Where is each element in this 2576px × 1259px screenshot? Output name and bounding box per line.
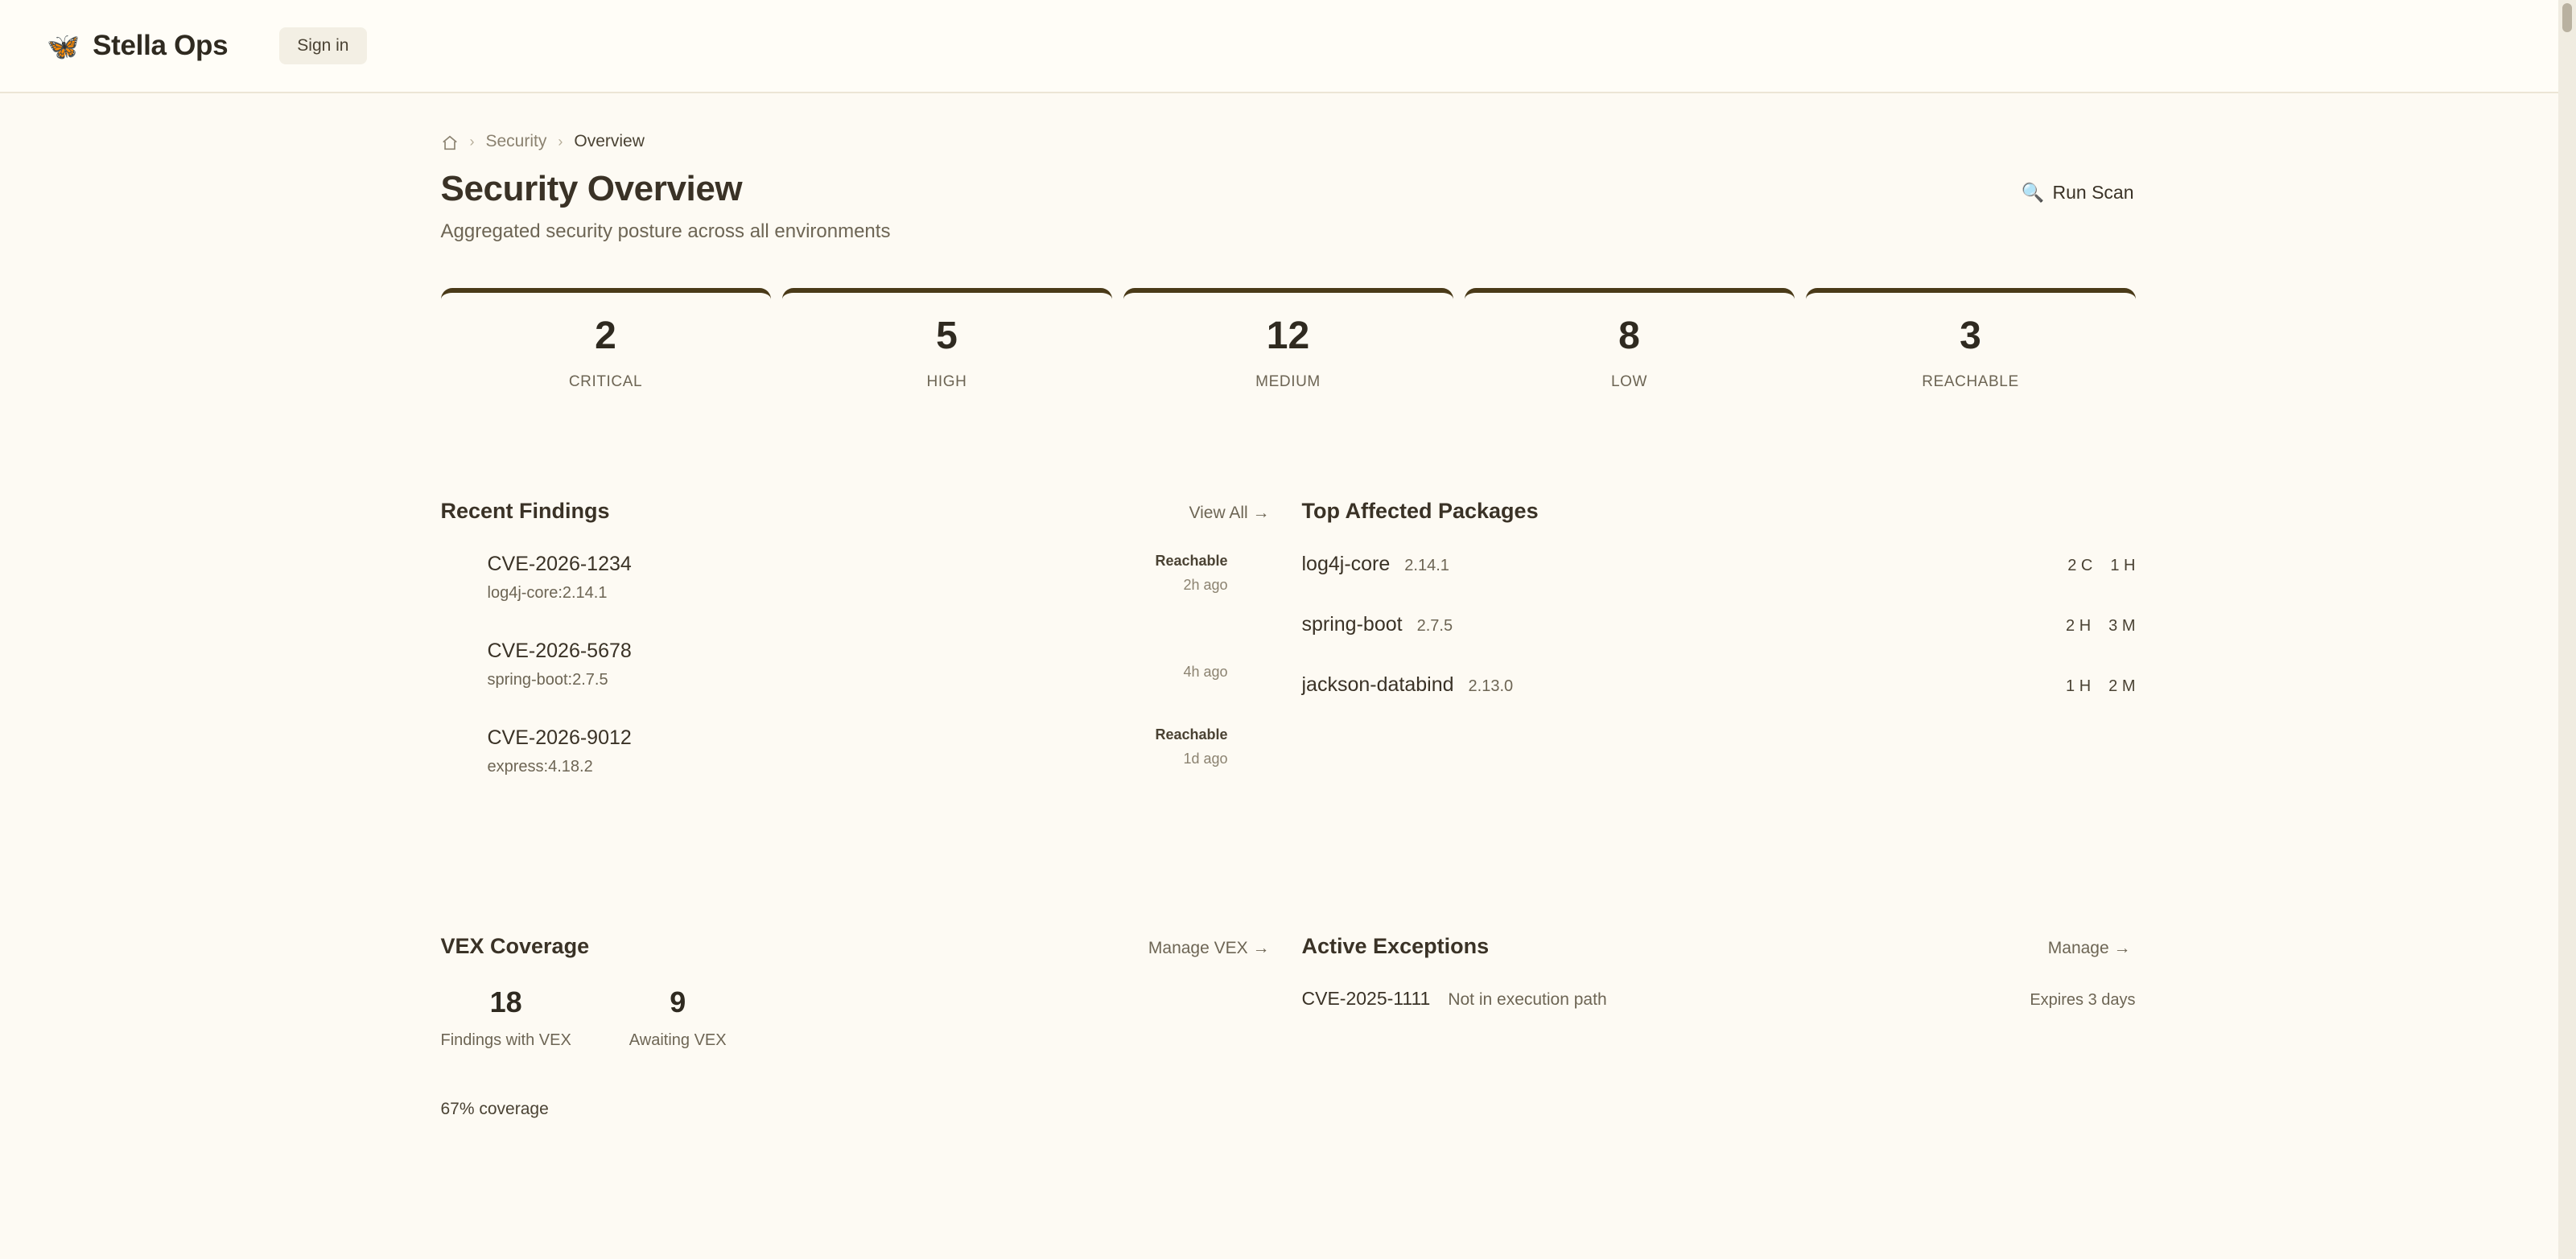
active-exceptions-panel <box>1302 934 2136 1119</box>
breadcrumb-item-overview: Overview <box>574 132 645 150</box>
vex-stats <box>440 985 1275 1050</box>
top-navigation-bar <box>0 0 2576 93</box>
stat-label: HIGH <box>926 373 967 390</box>
reachable-badge: Reachable <box>1155 553 1228 569</box>
vex-caption: Awaiting VEX <box>629 1031 727 1049</box>
vex-value: 9 <box>670 985 686 1018</box>
vex-caption: Findings with VEX <box>440 1031 571 1049</box>
severity-count: 3 M <box>2108 617 2136 635</box>
finding-package: express:4.18.2 <box>487 758 593 776</box>
finding-info <box>488 726 632 776</box>
vertical-scrollbar[interactable] <box>2558 0 2576 1259</box>
stat-value: 5 <box>936 315 958 357</box>
finding-info <box>488 640 632 689</box>
panels-row-2 <box>441 934 2136 1119</box>
content-column <box>441 93 2136 1119</box>
finding-id: CVE-2026-1234 <box>487 553 632 575</box>
stat-card-medium[interactable] <box>1123 288 1453 433</box>
manage-exceptions-button[interactable]: Manage → <box>2043 938 2136 959</box>
stat-label: MEDIUM <box>1255 373 1321 390</box>
severity-count: 1 H <box>2110 557 2136 574</box>
run-scan-button[interactable] <box>2020 177 2136 208</box>
stat-value: 12 <box>1266 315 1310 357</box>
vex-awaiting-vex <box>629 985 727 1050</box>
brand-name: Stella Ops <box>93 30 229 61</box>
panel-title: Top Affected Packages <box>1301 499 1539 523</box>
finding-info <box>488 553 632 603</box>
package-row[interactable] <box>1302 673 2136 697</box>
reachable-badge <box>1183 640 1227 657</box>
package-severity-counts <box>2066 617 2135 636</box>
exception-row[interactable] <box>1302 988 2136 1010</box>
view-all-findings-button[interactable]: View All → <box>1185 503 1275 524</box>
severity-count: 2 H <box>2066 617 2092 635</box>
finding-row[interactable] <box>441 640 1275 689</box>
panel-header <box>1302 499 2136 524</box>
finding-meta <box>1155 553 1274 594</box>
package-row[interactable] <box>1302 613 2136 636</box>
top-affected-packages-panel <box>1302 499 2136 813</box>
package-row[interactable] <box>1302 553 2136 576</box>
stat-label: LOW <box>1610 373 1648 390</box>
finding-id: CVE-2026-5678 <box>487 640 632 662</box>
finding-id: CVE-2026-9012 <box>487 726 632 749</box>
recent-findings-panel <box>441 499 1275 813</box>
run-scan-label: Run Scan <box>2052 182 2134 203</box>
brand[interactable] <box>47 30 228 62</box>
finding-meta <box>1155 726 1274 767</box>
page-header-text <box>441 169 891 243</box>
finding-meta <box>1183 640 1274 681</box>
home-icon[interactable] <box>441 134 459 152</box>
exception-expiry: Expires 3 days <box>2030 991 2136 1009</box>
stat-card-critical[interactable] <box>441 288 771 433</box>
stella-logo-icon: 🦋 <box>47 31 80 61</box>
finding-timestamp: 4h ago <box>1183 664 1228 680</box>
package-info <box>1302 673 1514 697</box>
finding-timestamp: 1d ago <box>1183 751 1228 767</box>
exception-id: CVE-2025-1111 <box>1301 988 1431 1009</box>
exception-reason: Not in execution path <box>1448 990 1607 1009</box>
panel-title: Active Exceptions <box>1301 934 1490 958</box>
vex-coverage-panel <box>441 934 1275 1119</box>
stat-card-reachable[interactable] <box>1806 288 2136 433</box>
scrollbar-thumb[interactable] <box>2562 3 2572 32</box>
manage-vex-button[interactable]: Manage VEX → <box>1144 938 1275 959</box>
severity-count: 1 H <box>2066 677 2092 695</box>
finding-package: spring-boot:2.7.5 <box>487 671 608 689</box>
exception-info <box>1302 988 1607 1010</box>
stat-card-high[interactable] <box>782 288 1112 433</box>
vex-coverage-text: 67% coverage <box>440 1100 549 1118</box>
breadcrumb-separator-1: › <box>469 133 475 150</box>
stat-value: 8 <box>1618 315 1640 357</box>
package-severity-counts <box>2067 557 2135 575</box>
stat-label: CRITICAL <box>568 373 643 390</box>
vex-value: 18 <box>489 985 522 1018</box>
breadcrumb-item-security[interactable]: Security <box>485 132 547 150</box>
finding-timestamp: 2h ago <box>1183 577 1228 593</box>
magnifier-icon: 🔍 <box>2021 182 2045 203</box>
package-severity-counts <box>2066 677 2135 696</box>
page-title: Security Overview <box>440 169 743 208</box>
panel-header <box>1302 934 2136 959</box>
page-content <box>0 93 2576 1119</box>
package-name: jackson-databind <box>1301 673 1454 696</box>
panel-title: Recent Findings <box>440 499 610 523</box>
panel-title: VEX Coverage <box>440 934 590 958</box>
page-subtitle: Aggregated security posture across all environments <box>440 220 891 242</box>
breadcrumb-separator-2: › <box>558 133 563 150</box>
severity-count: 2 M <box>2108 677 2136 695</box>
panel-header <box>441 934 1275 959</box>
package-name: log4j-core <box>1301 553 1391 575</box>
severity-summary-cards <box>441 288 2136 433</box>
panels-row-1 <box>441 499 2136 813</box>
reachable-badge: Reachable <box>1155 726 1228 743</box>
stat-card-low[interactable] <box>1465 288 1795 433</box>
finding-row[interactable] <box>441 553 1275 603</box>
package-version: 2.7.5 <box>1416 617 1453 635</box>
breadcrumb <box>441 132 2136 151</box>
vex-findings-with-vex <box>440 985 571 1050</box>
severity-count: 2 C <box>2067 557 2093 574</box>
page-header <box>441 169 2136 243</box>
package-info <box>1302 553 1449 576</box>
package-version: 2.14.1 <box>1404 557 1449 574</box>
stat-value: 2 <box>595 315 616 357</box>
package-name: spring-boot <box>1301 613 1403 636</box>
package-version: 2.13.0 <box>1468 677 1514 695</box>
stat-label: REACHABLE <box>1922 373 2019 390</box>
finding-package: log4j-core:2.14.1 <box>487 584 608 602</box>
package-info <box>1302 613 1453 636</box>
panel-header <box>441 499 1275 524</box>
sign-in-button[interactable]: Sign in <box>279 27 366 64</box>
stat-value: 3 <box>1960 315 1981 357</box>
finding-row[interactable] <box>441 726 1275 776</box>
